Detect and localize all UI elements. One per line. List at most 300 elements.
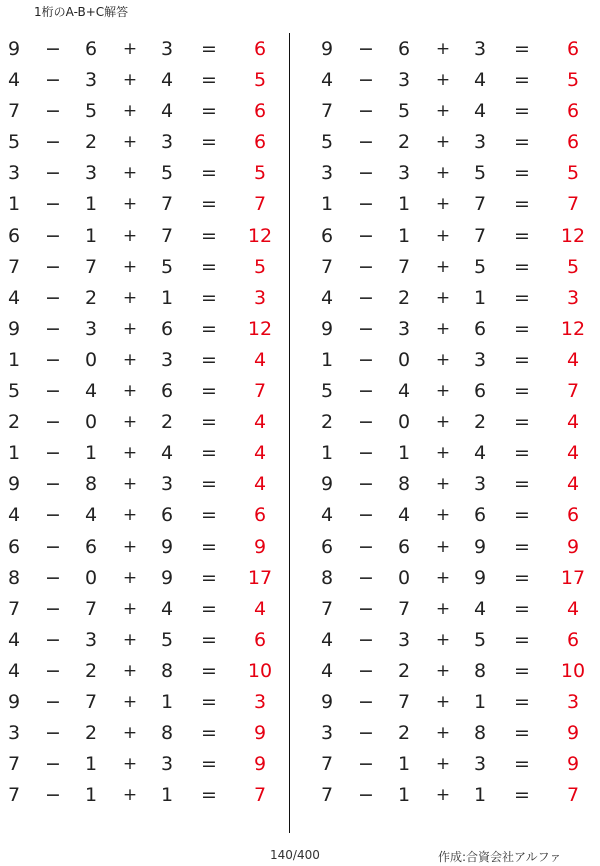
plus-sign: + — [122, 474, 138, 495]
operand-a: 9 — [7, 690, 21, 713]
operand-a: 1 — [7, 193, 21, 216]
operand-a: 8 — [320, 566, 334, 589]
operand-b: 5 — [397, 100, 411, 123]
operand-a: 3 — [320, 162, 334, 185]
operand-b: 7 — [397, 597, 411, 620]
operand-c: 7 — [473, 224, 487, 247]
plus-sign: + — [122, 412, 138, 433]
minus-sign: − — [358, 162, 374, 185]
problem-row-right — [313, 345, 600, 376]
operand-c: 2 — [160, 411, 174, 434]
operand-b: 6 — [397, 38, 411, 60]
answer: 6 — [253, 38, 267, 60]
equals-sign: = — [201, 628, 217, 651]
answer: 5 — [566, 255, 580, 278]
answer: 7 — [253, 380, 267, 403]
minus-sign: − — [45, 628, 61, 651]
minus-sign: − — [358, 659, 374, 682]
minus-sign: − — [45, 348, 61, 371]
minus-sign: − — [45, 442, 61, 465]
operand-c: 4 — [473, 100, 487, 123]
equals-sign: = — [514, 566, 530, 589]
problem-row-right — [313, 221, 600, 252]
operand-b: 6 — [84, 535, 98, 558]
operand-b: 1 — [84, 784, 98, 807]
plus-sign: + — [122, 349, 138, 370]
problem-column-right — [313, 34, 600, 811]
equals-sign: = — [201, 753, 217, 776]
answer: 12 — [247, 317, 273, 340]
answer: 6 — [566, 504, 580, 527]
equals-sign: = — [514, 504, 530, 527]
answer: 7 — [253, 193, 267, 216]
minus-sign: − — [45, 597, 61, 620]
problem-row-left — [0, 407, 290, 438]
answer: 9 — [253, 753, 267, 776]
operand-b: 3 — [84, 628, 98, 651]
minus-sign: − — [45, 535, 61, 558]
operand-a: 7 — [320, 597, 334, 620]
plus-sign: + — [435, 349, 451, 370]
minus-sign: − — [45, 504, 61, 527]
answer: 9 — [253, 535, 267, 558]
operand-c: 1 — [473, 286, 487, 309]
minus-sign: − — [45, 224, 61, 247]
equals-sign: = — [514, 286, 530, 309]
problem-row-right — [313, 158, 600, 189]
plus-sign: + — [122, 163, 138, 184]
equals-sign: = — [201, 69, 217, 92]
minus-sign: − — [45, 286, 61, 309]
answer: 5 — [253, 162, 267, 185]
operand-b: 0 — [84, 566, 98, 589]
operand-a: 3 — [320, 722, 334, 745]
operand-b: 3 — [397, 317, 411, 340]
minus-sign: − — [358, 286, 374, 309]
operand-b: 2 — [397, 131, 411, 154]
operand-b: 2 — [84, 659, 98, 682]
operand-a: 9 — [320, 473, 334, 496]
operand-b: 3 — [397, 628, 411, 651]
operand-c: 5 — [473, 255, 487, 278]
operand-a: 6 — [7, 535, 21, 558]
minus-sign: − — [45, 38, 61, 60]
equals-sign: = — [514, 100, 530, 123]
minus-sign: − — [45, 380, 61, 403]
operand-c: 6 — [160, 504, 174, 527]
plus-sign: + — [122, 785, 138, 806]
operand-b: 1 — [84, 753, 98, 776]
operand-c: 5 — [160, 255, 174, 278]
answer: 4 — [253, 442, 267, 465]
answer: 4 — [566, 442, 580, 465]
plus-sign: + — [435, 660, 451, 681]
plus-sign: + — [435, 691, 451, 712]
operand-c: 6 — [473, 317, 487, 340]
equals-sign: = — [201, 442, 217, 465]
equals-sign: = — [201, 722, 217, 745]
equals-sign: = — [514, 597, 530, 620]
minus-sign: − — [358, 348, 374, 371]
plus-sign: + — [435, 598, 451, 619]
plus-sign: + — [435, 287, 451, 308]
minus-sign: − — [45, 753, 61, 776]
problem-row-left — [0, 158, 290, 189]
plus-sign: + — [435, 536, 451, 557]
operand-a: 1 — [320, 442, 334, 465]
operand-a: 1 — [7, 348, 21, 371]
operand-c: 4 — [160, 100, 174, 123]
plus-sign: + — [435, 785, 451, 806]
operand-b: 6 — [397, 535, 411, 558]
answer: 6 — [253, 628, 267, 651]
operand-c: 6 — [160, 317, 174, 340]
operand-a: 4 — [320, 659, 334, 682]
answer: 3 — [253, 286, 267, 309]
operand-c: 5 — [473, 162, 487, 185]
problem-row-right — [313, 780, 600, 811]
answer: 9 — [566, 722, 580, 745]
answer: 4 — [253, 411, 267, 434]
operand-a: 3 — [7, 722, 21, 745]
answer: 10 — [560, 659, 586, 682]
plus-sign: + — [122, 754, 138, 775]
problem-row-right — [313, 687, 600, 718]
minus-sign: − — [358, 784, 374, 807]
minus-sign: − — [45, 722, 61, 745]
problem-row-right — [313, 283, 600, 314]
answer: 3 — [566, 286, 580, 309]
problem-row-right — [313, 594, 600, 625]
equals-sign: = — [514, 255, 530, 278]
plus-sign: + — [122, 132, 138, 153]
operand-b: 6 — [84, 38, 98, 60]
operand-a: 4 — [7, 504, 21, 527]
equals-sign: = — [201, 131, 217, 154]
minus-sign: − — [45, 162, 61, 185]
plus-sign: + — [435, 412, 451, 433]
problem-row-right — [313, 407, 600, 438]
operand-c: 4 — [160, 597, 174, 620]
plus-sign: + — [122, 225, 138, 246]
equals-sign: = — [201, 784, 217, 807]
equals-sign: = — [514, 753, 530, 776]
operand-b: 1 — [397, 753, 411, 776]
operand-b: 7 — [84, 597, 98, 620]
equals-sign: = — [514, 535, 530, 558]
answer: 12 — [247, 224, 273, 247]
answer: 6 — [566, 100, 580, 123]
operand-a: 7 — [7, 100, 21, 123]
minus-sign: − — [45, 473, 61, 496]
minus-sign: − — [358, 131, 374, 154]
answer: 9 — [253, 722, 267, 745]
equals-sign: = — [514, 193, 530, 216]
minus-sign: − — [45, 69, 61, 92]
equals-sign: = — [514, 628, 530, 651]
equals-sign: = — [514, 224, 530, 247]
plus-sign: + — [122, 443, 138, 464]
minus-sign: − — [358, 38, 374, 60]
operand-a: 4 — [320, 504, 334, 527]
answer: 3 — [566, 690, 580, 713]
problem-row-right — [313, 656, 600, 687]
operand-c: 8 — [160, 659, 174, 682]
problem-row-left — [0, 563, 290, 594]
answer: 12 — [560, 317, 586, 340]
operand-b: 0 — [84, 411, 98, 434]
operand-b: 2 — [397, 286, 411, 309]
equals-sign: = — [514, 659, 530, 682]
problem-row-right — [313, 469, 600, 500]
operand-a: 2 — [320, 411, 334, 434]
equals-sign: = — [514, 317, 530, 340]
operand-b: 3 — [397, 162, 411, 185]
plus-sign: + — [122, 629, 138, 650]
plus-sign: + — [122, 318, 138, 339]
minus-sign: − — [358, 69, 374, 92]
operand-c: 6 — [160, 380, 174, 403]
minus-sign: − — [358, 597, 374, 620]
operand-c: 4 — [473, 442, 487, 465]
equals-sign: = — [514, 69, 530, 92]
operand-c: 5 — [473, 628, 487, 651]
minus-sign: − — [358, 753, 374, 776]
problem-row-left — [0, 189, 290, 220]
operand-a: 9 — [320, 38, 334, 60]
plus-sign: + — [435, 70, 451, 91]
operand-c: 4 — [473, 597, 487, 620]
answer: 6 — [253, 100, 267, 123]
credit-text: 作成:合資会社アルファ — [438, 850, 562, 864]
operand-a: 3 — [7, 162, 21, 185]
operand-b: 1 — [397, 784, 411, 807]
operand-c: 5 — [160, 162, 174, 185]
operand-b: 1 — [84, 193, 98, 216]
operand-c: 7 — [160, 193, 174, 216]
operand-b: 8 — [397, 473, 411, 496]
equals-sign: = — [201, 566, 217, 589]
equals-sign: = — [201, 504, 217, 527]
equals-sign: = — [514, 38, 530, 60]
equals-sign: = — [201, 411, 217, 434]
operand-c: 6 — [473, 504, 487, 527]
operand-c: 4 — [473, 69, 487, 92]
problem-row-left — [0, 345, 290, 376]
problem-row-left — [0, 749, 290, 780]
equals-sign: = — [201, 100, 217, 123]
problem-row-right — [313, 189, 600, 220]
operand-c: 3 — [473, 473, 487, 496]
operand-b: 4 — [84, 380, 98, 403]
answer: 7 — [253, 784, 267, 807]
operand-b: 0 — [397, 348, 411, 371]
operand-a: 7 — [320, 784, 334, 807]
plus-sign: + — [435, 132, 451, 153]
operand-a: 9 — [7, 473, 21, 496]
operand-b: 1 — [84, 224, 98, 247]
plus-sign: + — [435, 318, 451, 339]
operand-c: 1 — [160, 690, 174, 713]
answer: 17 — [247, 566, 273, 589]
operand-a: 4 — [320, 69, 334, 92]
answer: 9 — [566, 535, 580, 558]
page-number: 140/400 — [270, 848, 320, 862]
operand-b: 1 — [397, 193, 411, 216]
plus-sign: + — [122, 287, 138, 308]
operand-a: 6 — [7, 224, 21, 247]
plus-sign: + — [435, 381, 451, 402]
answer: 6 — [253, 504, 267, 527]
problem-row-right — [313, 34, 600, 65]
problem-row-left — [0, 314, 290, 345]
answer: 6 — [566, 131, 580, 154]
operand-a: 6 — [320, 535, 334, 558]
operand-b: 3 — [397, 69, 411, 92]
problem-row-left — [0, 34, 290, 65]
operand-c: 3 — [473, 38, 487, 60]
operand-c: 3 — [160, 38, 174, 60]
plus-sign: + — [435, 723, 451, 744]
operand-b: 4 — [397, 380, 411, 403]
equals-sign: = — [201, 286, 217, 309]
operand-b: 0 — [397, 411, 411, 434]
equals-sign: = — [201, 38, 217, 60]
page-title: 1桁のA-B+C解答 — [34, 5, 129, 19]
operand-c: 5 — [160, 628, 174, 651]
equals-sign: = — [201, 162, 217, 185]
equals-sign: = — [201, 255, 217, 278]
minus-sign: − — [358, 411, 374, 434]
minus-sign: − — [358, 690, 374, 713]
operand-b: 8 — [84, 473, 98, 496]
answer: 5 — [253, 255, 267, 278]
equals-sign: = — [201, 690, 217, 713]
plus-sign: + — [435, 101, 451, 122]
answer: 4 — [253, 348, 267, 371]
equals-sign: = — [514, 473, 530, 496]
answer: 10 — [247, 659, 273, 682]
operand-b: 1 — [397, 442, 411, 465]
answer: 7 — [566, 193, 580, 216]
answer: 4 — [566, 411, 580, 434]
operand-a: 5 — [320, 380, 334, 403]
operand-a: 4 — [320, 628, 334, 651]
answer: 5 — [253, 69, 267, 92]
plus-sign: + — [122, 381, 138, 402]
minus-sign: − — [358, 722, 374, 745]
minus-sign: − — [358, 317, 374, 340]
equals-sign: = — [201, 473, 217, 496]
minus-sign: − — [358, 255, 374, 278]
minus-sign: − — [358, 504, 374, 527]
minus-sign: − — [358, 566, 374, 589]
equals-sign: = — [201, 535, 217, 558]
operand-a: 9 — [7, 317, 21, 340]
operand-a: 1 — [320, 348, 334, 371]
problem-row-left — [0, 687, 290, 718]
problem-row-left — [0, 252, 290, 283]
equals-sign: = — [201, 224, 217, 247]
operand-c: 3 — [473, 348, 487, 371]
operand-c: 4 — [160, 69, 174, 92]
equals-sign: = — [514, 784, 530, 807]
problem-row-right — [313, 718, 600, 749]
plus-sign: + — [435, 163, 451, 184]
problem-row-left — [0, 780, 290, 811]
operand-c: 8 — [473, 722, 487, 745]
operand-b: 0 — [397, 566, 411, 589]
operand-c: 1 — [473, 784, 487, 807]
column-divider — [289, 33, 290, 833]
problem-row-right — [313, 563, 600, 594]
plus-sign: + — [435, 225, 451, 246]
operand-a: 5 — [7, 380, 21, 403]
problem-row-right — [313, 376, 600, 407]
problem-row-right — [313, 532, 600, 563]
equals-sign: = — [514, 690, 530, 713]
operand-a: 9 — [320, 317, 334, 340]
plus-sign: + — [435, 754, 451, 775]
operand-a: 7 — [7, 784, 21, 807]
operand-a: 7 — [7, 597, 21, 620]
minus-sign: − — [358, 224, 374, 247]
plus-sign: + — [122, 691, 138, 712]
operand-c: 3 — [473, 131, 487, 154]
operand-c: 6 — [473, 380, 487, 403]
minus-sign: − — [358, 535, 374, 558]
operand-a: 1 — [7, 442, 21, 465]
problem-row-right — [313, 500, 600, 531]
minus-sign: − — [45, 255, 61, 278]
operand-a: 7 — [320, 753, 334, 776]
minus-sign: − — [45, 566, 61, 589]
problem-row-left — [0, 625, 290, 656]
minus-sign: − — [358, 100, 374, 123]
operand-c: 2 — [473, 411, 487, 434]
problem-row-left — [0, 718, 290, 749]
plus-sign: + — [122, 101, 138, 122]
plus-sign: + — [435, 505, 451, 526]
minus-sign: − — [358, 442, 374, 465]
operand-c: 3 — [160, 753, 174, 776]
answer: 3 — [253, 690, 267, 713]
operand-c: 3 — [160, 131, 174, 154]
problem-row-left — [0, 376, 290, 407]
problem-row-right — [313, 438, 600, 469]
operand-c: 9 — [160, 535, 174, 558]
minus-sign: − — [45, 659, 61, 682]
answer: 4 — [566, 348, 580, 371]
operand-b: 7 — [397, 690, 411, 713]
equals-sign: = — [201, 597, 217, 620]
equals-sign: = — [201, 659, 217, 682]
equals-sign: = — [201, 380, 217, 403]
plus-sign: + — [122, 39, 138, 59]
plus-sign: + — [122, 723, 138, 744]
operand-a: 1 — [320, 193, 334, 216]
problem-row-left — [0, 65, 290, 96]
operand-b: 4 — [397, 504, 411, 527]
problem-row-left — [0, 469, 290, 500]
operand-b: 3 — [84, 69, 98, 92]
operand-c: 1 — [160, 784, 174, 807]
minus-sign: − — [45, 193, 61, 216]
operand-b: 2 — [84, 131, 98, 154]
equals-sign: = — [514, 411, 530, 434]
equals-sign: = — [514, 442, 530, 465]
operand-c: 9 — [473, 535, 487, 558]
